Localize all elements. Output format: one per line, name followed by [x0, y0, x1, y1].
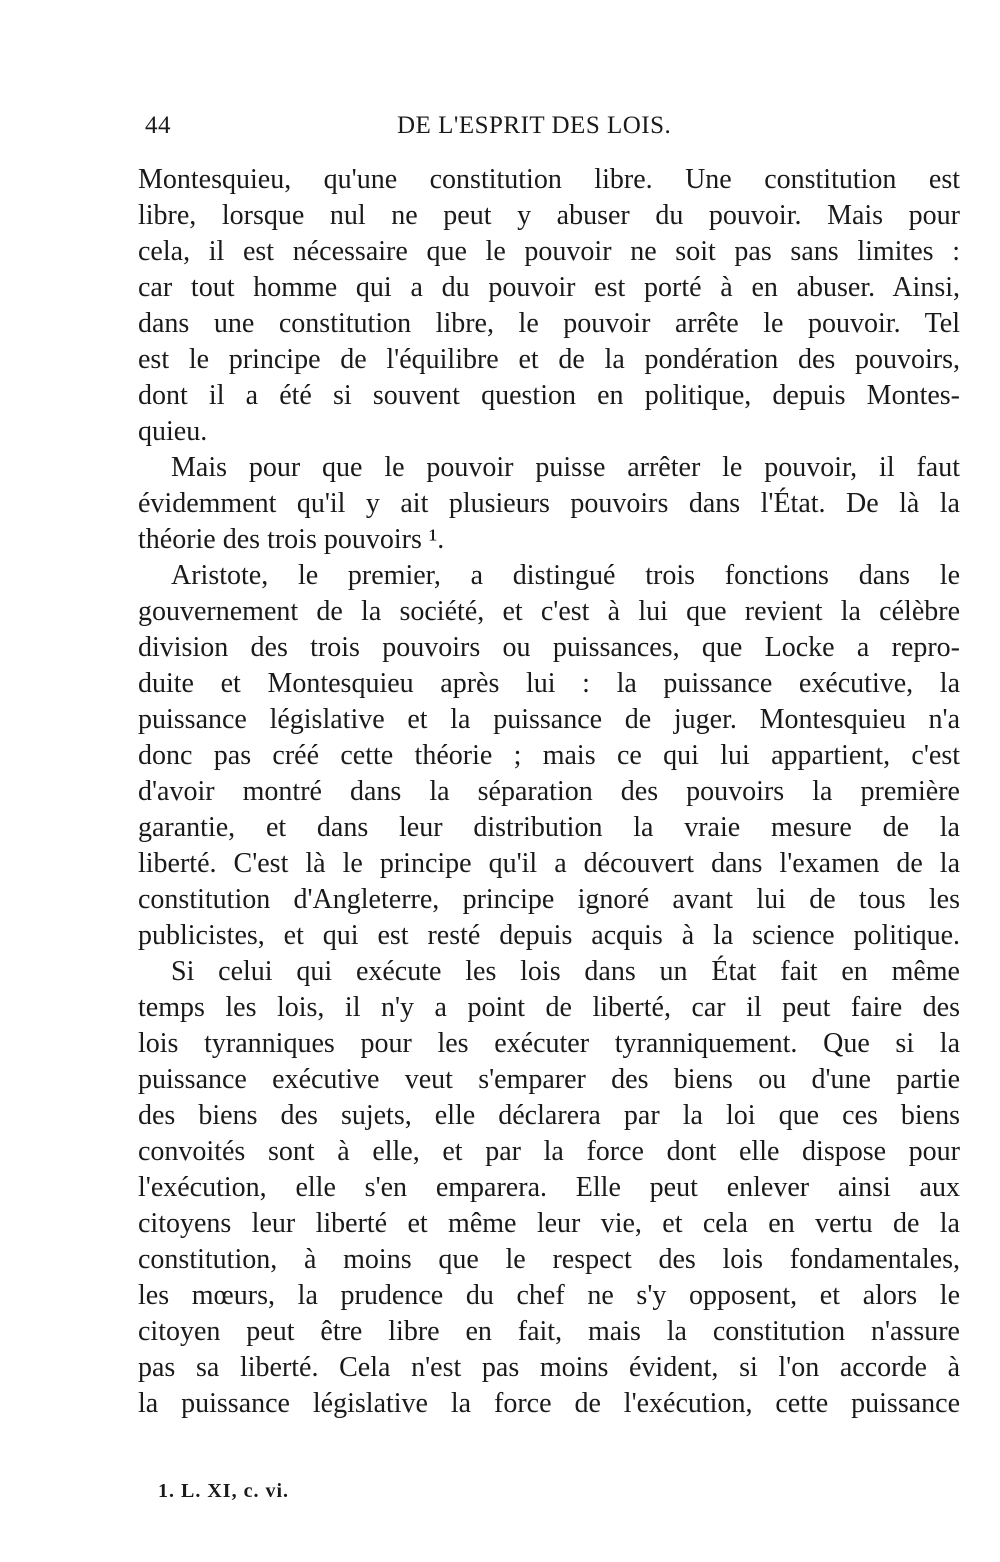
body-text [138, 162, 960, 1422]
text-line: donc pas créé cette théorie ; mais ce qui lui appartient, c'est [138, 740, 960, 771]
text-line: théorie des trois pouvoirs ¹. [138, 524, 445, 555]
text-line: constitution, à moins que le respect des lois fondamentales, [138, 1244, 960, 1275]
text-line: les mœurs, la prudence du chef ne s'y opposent, et alors le [138, 1280, 960, 1311]
text-line: pas sa liberté. Cela n'est pas moins évident, si l'on accorde à [138, 1352, 960, 1383]
text-line: lois tyranniques pour les exécuter tyranniquement. Que si la [138, 1028, 960, 1059]
text-line: libre, lorsque nul ne peut y abuser du pouvoir. Mais pour [138, 200, 960, 231]
running-title: DE L'ESPRIT DES LOIS. [397, 112, 672, 139]
text-line: la puissance législative la force de l'exécution, cette puissance [138, 1388, 960, 1419]
text-line: garantie, et dans leur distribution la vraie mesure de la [138, 812, 960, 843]
text-line: publicistes, et qui est resté depuis acquis à la science politique. [138, 920, 960, 951]
text-line: temps les lois, il n'y a point de liberté, car il peut faire des [138, 992, 960, 1023]
text-line: est le principe de l'équilibre et de la pondération des pouvoirs, [138, 344, 960, 375]
text-line: évidemment qu'il y ait plusieurs pouvoirs dans l'État. De là la [138, 488, 960, 519]
text-line: constitution d'Angleterre, principe ignoré avant lui de tous les [138, 884, 960, 915]
page-number: 44 [145, 112, 171, 139]
text-line: citoyens leur liberté et même leur vie, et cela en vertu de la [138, 1208, 960, 1239]
text-line: dont il a été si souvent question en politique, depuis Montes- [138, 380, 960, 411]
text-line: duite et Montesquieu après lui : la puissance exécutive, la [138, 668, 960, 699]
footnote: 1. L. XI, c. vi. [158, 1480, 289, 1502]
text-line: convoités sont à elle, et par la force dont elle dispose pour [138, 1136, 960, 1167]
text-line: car tout homme qui a du pouvoir est porté à en abuser. Ainsi, [138, 272, 960, 303]
text-line: quieu. [138, 416, 208, 447]
text-line: Montesquieu, qu'une constitution libre. Une constitution est [138, 164, 960, 195]
text-line: liberté. C'est là le principe qu'il a découvert dans l'examen de la [138, 848, 960, 879]
text-line: division des trois pouvoirs ou puissances, que Locke a repro- [138, 632, 960, 663]
text-line: l'exécution, elle s'en emparera. Elle peut enlever ainsi aux [138, 1172, 960, 1203]
text-line: gouvernement de la société, et c'est à lui que revient la célèbre [138, 596, 960, 627]
text-line: des biens des sujets, elle déclarera par la loi que ces biens [138, 1100, 960, 1131]
text-line: Mais pour que le pouvoir puisse arrêter le pouvoir, il faut [171, 452, 960, 483]
text-line: puissance exécutive veut s'emparer des biens ou d'une partie [138, 1064, 960, 1095]
text-line: Aristote, le premier, a distingué trois fonctions dans le [171, 560, 960, 591]
running-head [145, 112, 720, 146]
text-line: Si celui qui exécute les lois dans un État fait en même [171, 956, 960, 987]
text-line: citoyen peut être libre en fait, mais la constitution n'assure [138, 1316, 960, 1347]
text-line: d'avoir montré dans la séparation des pouvoirs la première [138, 776, 960, 807]
text-line: cela, il est nécessaire que le pouvoir ne soit pas sans limites : [138, 236, 960, 267]
text-line: dans une constitution libre, le pouvoir arrête le pouvoir. Tel [138, 308, 960, 339]
text-line: puissance législative et la puissance de juger. Montesquieu n'a [138, 704, 960, 735]
